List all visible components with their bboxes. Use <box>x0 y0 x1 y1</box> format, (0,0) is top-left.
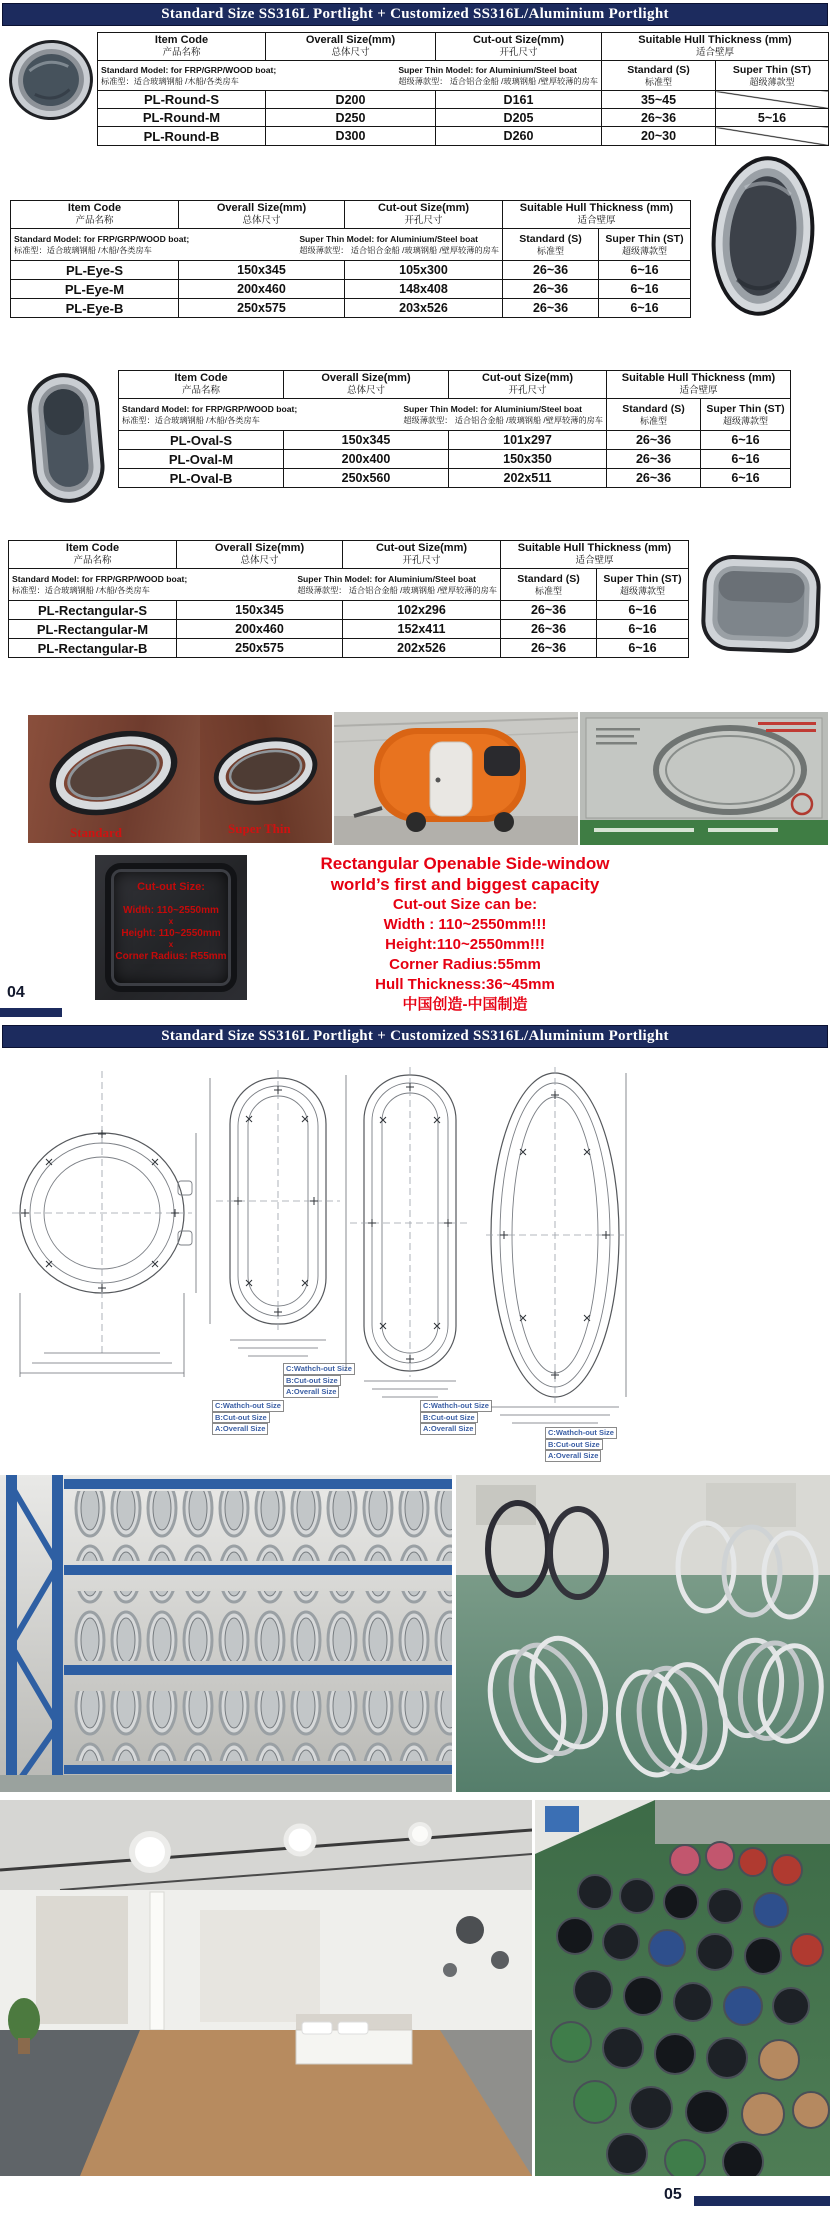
legend-overall: A:Overall Size <box>545 1450 601 1462</box>
photo-stacked-frames <box>456 1475 830 1792</box>
legend-cut-out: B:Cut-out Size <box>212 1412 270 1424</box>
photo-oval-portlight <box>18 368 114 508</box>
cell-overall: 250x560 <box>284 469 449 488</box>
table-row <box>119 431 791 450</box>
super-thin-model-note: Super Thin Model: for Aluminium/Steel boat 超级薄款型： 适合铝合金船 /玻璃钢船 /壁厚较薄的房车 <box>403 403 603 425</box>
legend-watch-out: C:Wathch-out Size <box>545 1427 617 1439</box>
cell-item-code: PL-Oval-S <box>119 431 284 450</box>
eye-portlight-image <box>700 150 826 322</box>
cell-overall: D300 <box>266 127 436 146</box>
warehouse-racks-image <box>0 1475 452 1792</box>
photo-portlight-liners <box>535 1800 830 2176</box>
table-row <box>119 469 791 488</box>
page-number-bottom: 05 <box>664 2186 682 2203</box>
standard-caption: Standard <box>70 825 123 840</box>
photo-patent-poster <box>580 712 828 845</box>
photo-openable-window <box>95 855 247 1000</box>
photo-rectangular-portlight <box>695 532 827 674</box>
colored-liners-image <box>535 1800 830 2176</box>
window-overlay-text <box>95 881 247 963</box>
cell-super-thin: 6~16 <box>599 299 691 318</box>
table-row <box>98 91 829 109</box>
cell-overall: 200x460 <box>177 620 343 639</box>
table-header-row <box>11 201 691 229</box>
page-number-bar-bottom <box>694 2196 830 2206</box>
cell-item-code: PL-Round-M <box>98 109 266 127</box>
col-cutout-size: Cut-out Size(mm) 开孔尺寸 <box>449 371 607 399</box>
window-text-line: x <box>168 940 174 949</box>
cell-cutout: 102x296 <box>343 601 501 620</box>
drawing-eye-portlight <box>480 1065 630 1425</box>
table-row <box>119 450 791 469</box>
cell-super-thin: 6~16 <box>597 620 689 639</box>
cell-super-thin: 6~16 <box>597 601 689 620</box>
page-number-top: 04 <box>7 984 25 1001</box>
col-cutout-size: Cut-out Size(mm) 开孔尺寸 <box>436 33 602 61</box>
window-text-line: Width: 110~2550mm <box>123 905 219 916</box>
cell-standard: 26~36 <box>503 280 599 299</box>
table-row <box>98 109 829 127</box>
cell-item-code: PL-Rectangular-B <box>9 639 177 658</box>
drawing-size-legend <box>545 1427 617 1462</box>
cell-super-thin-na <box>716 127 829 146</box>
table-header-row <box>98 33 829 61</box>
table-header-row <box>9 541 689 569</box>
cell-item-code: PL-Rectangular-S <box>9 601 177 620</box>
cell-overall: D200 <box>266 91 436 109</box>
table-row <box>11 261 691 280</box>
photo-round-portlight <box>6 34 96 126</box>
standard-model-note: Standard Model: for FRP/GRP/WOOD boat; 标准型：适合玻璃钢船 /木船/各类房车 <box>122 403 298 425</box>
standard-model-note: Standard Model: for FRP/GRP/WOOD boat; 标准型：适合玻璃钢船 /木船/各类房车 <box>101 64 277 86</box>
cell-overall: D250 <box>266 109 436 127</box>
col-item-code: Item Code 产品名称 <box>9 541 177 569</box>
cell-item-code: PL-Eye-B <box>11 299 179 318</box>
cell-cutout: D260 <box>436 127 602 146</box>
cell-cutout: 152x411 <box>343 620 501 639</box>
promo-line: Rectangular Openable Side-window <box>320 854 610 873</box>
col-standard: Standard (S) 标准型 <box>602 61 716 91</box>
drawing-rounded-rect-portlight <box>202 1068 352 1360</box>
cell-super-thin: 6~16 <box>597 639 689 658</box>
promo-line: Width : 110~2550mm!!! <box>383 916 547 933</box>
stacked-frames-image <box>456 1475 830 1792</box>
cell-cutout: 150x350 <box>449 450 607 469</box>
legend-watch-out: C:Wathch-out Size <box>283 1363 355 1375</box>
cell-item-code: PL-Round-B <box>98 127 266 146</box>
table-row <box>98 127 829 146</box>
cell-cutout: 203x526 <box>345 299 503 318</box>
legend-watch-out: C:Wathch-out Size <box>212 1400 284 1412</box>
table-model-row <box>98 61 829 91</box>
window-text-line: Corner Radius: R55mm <box>115 951 227 962</box>
standard-portlight-on-wood <box>28 715 200 843</box>
legend-cut-out: B:Cut-out Size <box>420 1412 478 1424</box>
col-overall-size: Overall Size(mm) 总体尺寸 <box>177 541 343 569</box>
cell-super-thin: 6~16 <box>701 450 791 469</box>
promo-line: Corner Radius:55mm <box>389 956 541 973</box>
promo-line: Height:110~2550mm!!! <box>385 936 545 953</box>
table-row <box>11 299 691 318</box>
oval-portlight-image <box>18 368 114 508</box>
cell-standard: 26~36 <box>501 620 597 639</box>
cell-cutout: 105x300 <box>345 261 503 280</box>
super-thin-caption: Super Thin <box>228 821 291 836</box>
drawing-round-portlight <box>10 1063 200 1408</box>
promo-text-block <box>270 853 660 1015</box>
cell-cutout: 101x297 <box>449 431 607 450</box>
cell-standard: 26~36 <box>602 109 716 127</box>
cell-cutout: 202x526 <box>343 639 501 658</box>
table-model-row <box>119 399 791 431</box>
col-standard: Standard (S) 标准型 <box>607 399 701 431</box>
cell-item-code: PL-Oval-B <box>119 469 284 488</box>
col-overall-size: Overall Size(mm) 总体尺寸 <box>266 33 436 61</box>
col-hull-thickness: Suitable Hull Thickness (mm) 适合壁厚 <box>501 541 689 569</box>
cell-cutout: 202x511 <box>449 469 607 488</box>
col-overall-size: Overall Size(mm) 总体尺寸 <box>284 371 449 399</box>
cell-super-thin: 6~16 <box>701 431 791 450</box>
cell-standard: 20~30 <box>602 127 716 146</box>
table-header-row <box>119 371 791 399</box>
standard-model-note: Standard Model: for FRP/GRP/WOOD boat; 标准型：适合玻璃钢船 /木船/各类房车 <box>14 233 190 255</box>
round-portlight-image <box>6 34 96 126</box>
cell-standard: 35~45 <box>602 91 716 109</box>
page-header-bar-2 <box>2 1025 828 1048</box>
col-hull-thickness: Suitable Hull Thickness (mm) 适合壁厚 <box>607 371 791 399</box>
cell-overall: 150x345 <box>284 431 449 450</box>
col-overall-size: Overall Size(mm) 总体尺寸 <box>179 201 345 229</box>
table-pl-oval <box>118 370 791 488</box>
drawing-tall-rect-portlight <box>342 1065 477 1400</box>
photo-caravan <box>334 712 578 845</box>
model-note-cell <box>11 229 503 261</box>
cell-super-thin: 6~16 <box>599 280 691 299</box>
cell-cutout: 148x408 <box>345 280 503 299</box>
cell-cutout: D161 <box>436 91 602 109</box>
promo-line: Hull Thickness:36~45mm <box>375 976 555 993</box>
page-number-bar <box>0 1008 62 1017</box>
col-super-thin: Super Thin (ST) 超级薄款型 <box>701 399 791 431</box>
window-text-line: Height: 110~2550mm <box>121 928 221 939</box>
page-header-bar <box>2 3 828 26</box>
table-row <box>9 639 689 658</box>
cell-item-code: PL-Rectangular-M <box>9 620 177 639</box>
cell-super-thin: 6~16 <box>599 261 691 280</box>
photo-super-thin-model <box>200 715 332 843</box>
table-pl-eye <box>10 200 691 318</box>
cell-standard: 26~36 <box>501 639 597 658</box>
col-super-thin: Super Thin (ST) 超级薄款型 <box>597 569 689 601</box>
col-super-thin: Super Thin (ST) 超级薄款型 <box>716 61 829 91</box>
orange-caravan-image <box>334 712 578 845</box>
cell-overall: 200x400 <box>284 450 449 469</box>
col-item-code: Item Code 产品名称 <box>11 201 179 229</box>
photo-standard-model <box>28 715 200 843</box>
legend-watch-out: C:Wathch-out Size <box>420 1400 492 1412</box>
cell-super-thin: 5~16 <box>716 109 829 127</box>
cell-cutout: D205 <box>436 109 602 127</box>
cell-standard: 26~36 <box>607 469 701 488</box>
super-thin-model-note: Super Thin Model: for Aluminium/Steel boat 超级薄款型： 适合铝合金船 /玻璃钢船 /壁厚较薄的房车 <box>297 573 497 595</box>
table-pl-round <box>97 32 829 146</box>
legend-cut-out: B:Cut-out Size <box>545 1439 603 1451</box>
cell-item-code: PL-Eye-S <box>11 261 179 280</box>
super-thin-model-note: Super Thin Model: for Aluminium/Steel boat 超级薄款型： 适合铝合金船 /玻璃钢船 /壁厚较薄的房车 <box>398 64 598 86</box>
model-note-cell <box>98 61 602 91</box>
legend-overall: A:Overall Size <box>212 1423 268 1435</box>
table-pl-rectangular <box>8 540 689 658</box>
photo-showroom <box>0 1800 532 2176</box>
model-note-cell <box>119 399 607 431</box>
col-hull-thickness: Suitable Hull Thickness (mm) 适合壁厚 <box>602 33 829 61</box>
table-row <box>11 280 691 299</box>
col-standard: Standard (S) 标准型 <box>501 569 597 601</box>
photo-warehouse-racks <box>0 1475 452 1792</box>
cell-overall: 150x345 <box>177 601 343 620</box>
promo-line: 中国创造-中国制造 <box>402 996 528 1013</box>
patent-poster-image <box>580 712 828 845</box>
table-model-row <box>9 569 689 601</box>
photo-eye-portlight <box>700 150 826 322</box>
legend-cut-out: B:Cut-out Size <box>283 1375 341 1387</box>
cell-overall: 250x575 <box>177 639 343 658</box>
col-standard: Standard (S) 标准型 <box>503 229 599 261</box>
window-text-line: x <box>168 917 174 926</box>
page-title-2: Standard Size SS316L Portlight + Customized SS316L/Aluminium Portlight <box>161 1028 669 1044</box>
cell-standard: 26~36 <box>503 261 599 280</box>
cell-overall: 150x345 <box>179 261 345 280</box>
model-note-cell <box>9 569 501 601</box>
cell-item-code: PL-Round-S <box>98 91 266 109</box>
drawing-size-legend <box>212 1400 284 1435</box>
page-title: Standard Size SS316L Portlight + Customized SS316L/Aluminium Portlight <box>161 6 669 22</box>
cell-item-code: PL-Oval-M <box>119 450 284 469</box>
col-cutout-size: Cut-out Size(mm) 开孔尺寸 <box>343 541 501 569</box>
cell-standard: 26~36 <box>607 431 701 450</box>
table-model-row <box>11 229 691 261</box>
col-cutout-size: Cut-out Size(mm) 开孔尺寸 <box>345 201 503 229</box>
col-item-code: Item Code 产品名称 <box>98 33 266 61</box>
col-super-thin: Super Thin (ST) 超级薄款型 <box>599 229 691 261</box>
table-row <box>9 601 689 620</box>
table-row <box>9 620 689 639</box>
super-thin-model-note: Super Thin Model: for Aluminium/Steel boat 超级薄款型： 适合铝合金船 /玻璃钢船 /壁厚较薄的房车 <box>299 233 499 255</box>
rectangular-portlight-image <box>695 532 827 674</box>
cell-standard: 26~36 <box>503 299 599 318</box>
promo-line: world’s first and biggest capacity <box>330 875 600 894</box>
cell-overall: 200x460 <box>179 280 345 299</box>
cell-standard: 26~36 <box>501 601 597 620</box>
window-text-line: Cut-out Size: <box>137 881 205 893</box>
col-item-code: Item Code 产品名称 <box>119 371 284 399</box>
cell-item-code: PL-Eye-M <box>11 280 179 299</box>
cell-overall: 250x575 <box>179 299 345 318</box>
promo-line: Cut-out Size can be: <box>392 896 538 913</box>
cell-super-thin-na <box>716 91 829 109</box>
cell-standard: 26~36 <box>607 450 701 469</box>
showroom-image <box>0 1800 532 2176</box>
col-hull-thickness: Suitable Hull Thickness (mm) 适合壁厚 <box>503 201 691 229</box>
cell-super-thin: 6~16 <box>701 469 791 488</box>
standard-model-note: Standard Model: for FRP/GRP/WOOD boat; 标准型：适合玻璃钢船 /木船/各类房车 <box>12 573 188 595</box>
legend-overall: A:Overall Size <box>420 1423 476 1435</box>
legend-overall: A:Overall Size <box>283 1386 339 1398</box>
